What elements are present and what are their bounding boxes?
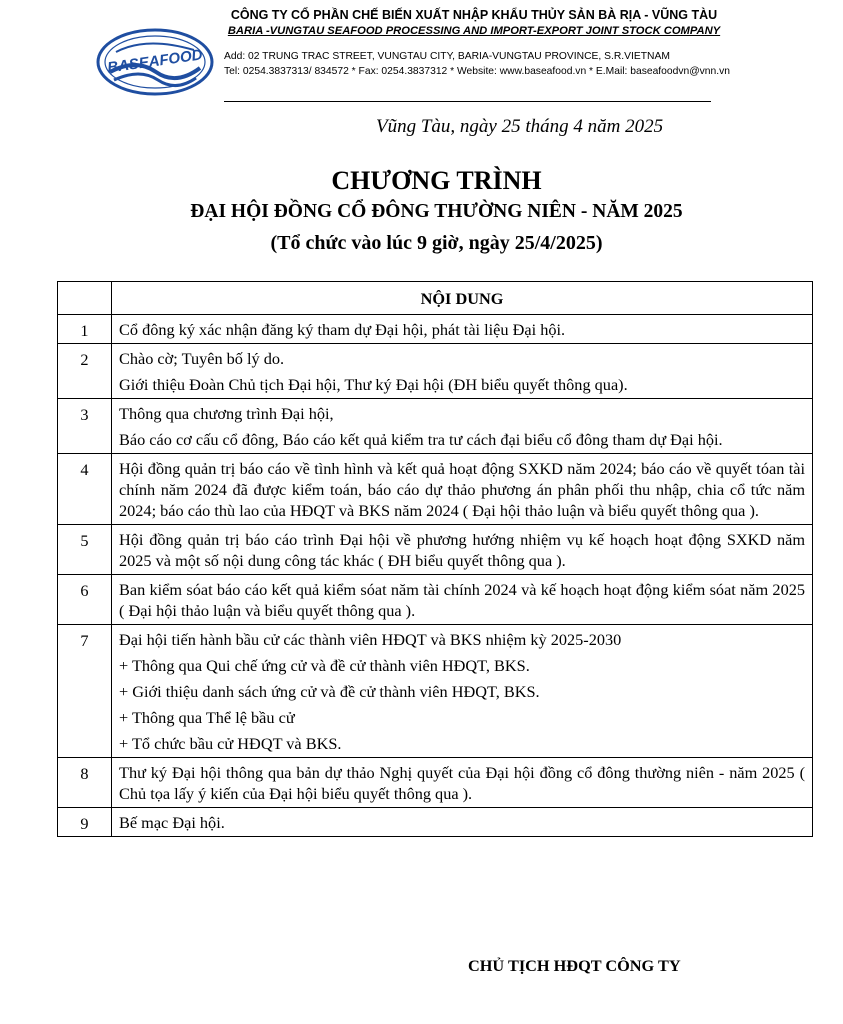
- table-row: [58, 808, 813, 837]
- content-line: + Thông qua Qui chế ứng cử và đề cử thành viên HĐQT, BKS.: [119, 656, 530, 675]
- table-row: [58, 315, 813, 344]
- row-number: 9: [58, 808, 112, 837]
- content-line: Cổ đông ký xác nhận đăng ký tham dự Đại hội, phát tài liệu Đại hội.: [119, 320, 566, 339]
- header-no: [58, 282, 112, 315]
- row-number: 4: [58, 454, 112, 525]
- row-content: [112, 575, 813, 625]
- header-divider: [224, 101, 711, 102]
- row-number: 6: [58, 575, 112, 625]
- company-name-vn: CÔNG TY CỔ PHẦN CHẾ BIẾN XUẤT NHẬP KHẨU THỦY SẢN BÀ RỊA - VŨNG TÀU: [230, 8, 718, 22]
- content-line: Báo cáo cơ cấu cổ đông, Báo cáo kết quả kiểm tra tư cách đại biểu cổ đông tham dự Đại hội.: [119, 430, 723, 449]
- table-header-row: [58, 282, 813, 315]
- agenda-table: [57, 281, 813, 837]
- logo-text: BASEAFOOD: [106, 46, 204, 77]
- row-content: [112, 344, 813, 399]
- row-number: 8: [58, 758, 112, 808]
- row-content: [112, 625, 813, 758]
- content-line: Giới thiệu Đoàn Chủ tịch Đại hội, Thư ký Đại hội (ĐH biểu quyết thông qua).: [119, 375, 628, 394]
- content-line: Đại hội tiến hành bầu cử các thành viên HĐQT và BKS nhiệm kỳ 2025-2030: [119, 630, 622, 649]
- signature-title: CHỦ TỊCH HĐQT CÔNG TY: [468, 956, 681, 975]
- document-subtitle: ĐẠI HỘI ĐỒNG CỔ ĐÔNG THƯỜNG NIÊN - NĂM 2025: [190, 201, 683, 222]
- date-line: Vũng Tàu, ngày 25 tháng 4 năm 2025: [376, 116, 664, 137]
- table-row: [58, 625, 813, 758]
- content-line: Hội đồng quản trị báo cáo trình Đại hội về phương hướng nhiệm vụ kế hoạch hoạt động SXKD năm 2025 và một số nội dung công tác khác ( ĐH biểu quyết thông qua ).: [119, 530, 805, 570]
- table-row: [58, 454, 813, 525]
- content-line: + Thông qua Thể lệ bầu cử: [119, 708, 295, 727]
- company-logo: [96, 28, 214, 96]
- row-content: [112, 758, 813, 808]
- company-address: Add: 02 TRUNG TRAC STREET, VUNGTAU CITY, BARIA-VUNGTAU PROVINCE, S.R.VIETNAM: [224, 51, 670, 62]
- document-title: CHƯƠNG TRÌNH: [331, 166, 542, 195]
- row-content: [112, 525, 813, 575]
- row-content: [112, 808, 813, 837]
- table-row: [58, 758, 813, 808]
- row-content: [112, 315, 813, 344]
- content-line: Ban kiểm sóat báo cáo kết quả kiểm sóat năm tài chính 2024 và kế hoạch hoạt động kiểm sóat năm 2025 ( Đại hội thảo luận và biểu quyết thông qua ).: [119, 580, 805, 620]
- header-content: NỘI DUNG: [112, 282, 813, 315]
- row-content: [112, 399, 813, 454]
- content-line: + Giới thiệu danh sách ứng cử và đề cử thành viên HĐQT, BKS.: [119, 682, 540, 701]
- content-line: Thư ký Đại hội thông qua bản dự thảo Nghị quyết của Đại hội đồng cổ đông thường niên - năm 2025 ( Chủ tọa lấy ý kiến của Đại hội biểu quyết thông qua ).: [119, 763, 805, 803]
- row-number: 2: [58, 344, 112, 399]
- content-line: + Tổ chức bầu cử HĐQT và BKS.: [119, 734, 342, 753]
- row-number: 7: [58, 625, 112, 758]
- table-row: [58, 344, 813, 399]
- content-line: Thông qua chương trình Đại hội,: [119, 404, 334, 423]
- company-contact: Tel: 0254.3837313/ 834572 * Fax: 0254.3837312 * Website: www.baseafood.vn * E.Mail: baseafoodvn@vnn.vn: [224, 66, 731, 77]
- row-number: 3: [58, 399, 112, 454]
- content-line: Bế mạc Đại hội.: [119, 813, 225, 832]
- row-number: 5: [58, 525, 112, 575]
- content-line: Hội đồng quản trị báo cáo về tình hình và kết quả hoạt động SXKD năm 2024; báo cáo về quyết tóan tài chính năm 2024 đã được kiểm toán, báo cáo dự thảo phương án phân phối thu nhập, chia cổ tức năm 2024; báo cáo thù lao của HĐQT và BKS năm 2024 ( Đại hội thảo luận và biểu quyết thông qua ).: [119, 459, 805, 520]
- company-name-en: BARIA -VUNGTAU SEAFOOD PROCESSING AND IMPORT-EXPORT JOINT STOCK COMPANY: [227, 25, 721, 37]
- table-row: [58, 575, 813, 625]
- content-line: Chào cờ; Tuyên bố lý do.: [119, 349, 285, 368]
- table-row: [58, 525, 813, 575]
- row-number: 1: [58, 315, 112, 344]
- meeting-time: (Tổ chức vào lúc 9 giờ, ngày 25/4/2025): [270, 232, 603, 254]
- row-content: [112, 454, 813, 525]
- table-row: [58, 399, 813, 454]
